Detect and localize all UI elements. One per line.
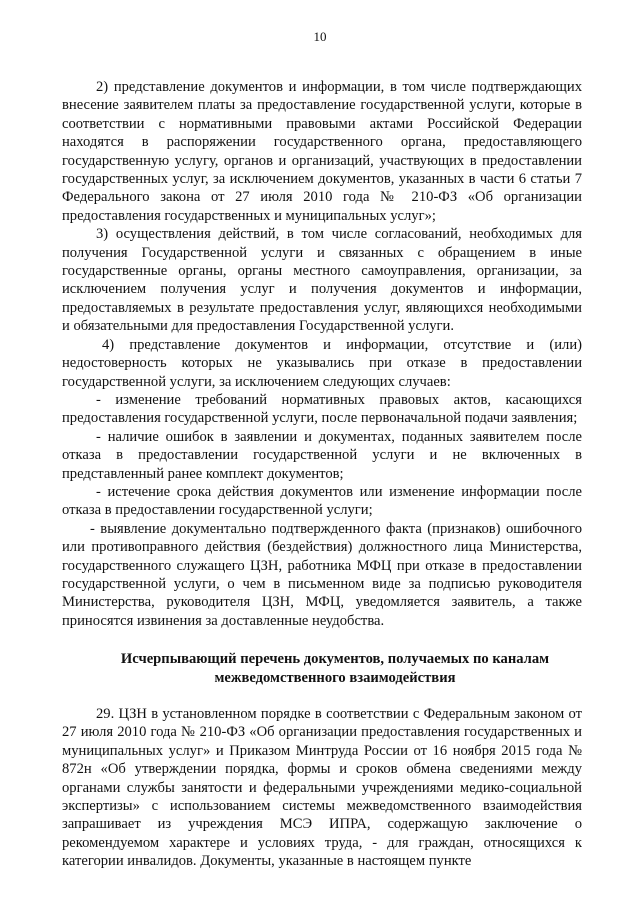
page-number: 10: [313, 29, 327, 44]
exception-item-1: - изменение требований нормативных правовых актов, касающихся предоставления государственной услуги, после первоначальной подачи заявления;: [62, 391, 582, 427]
exception-item-4: - выявление документально подтвержденного факта (признаков) ошибочного или противоправного действия (бездействия) должностного лица Министерства, государственного служащего ЦЗН, работника МФЦ при отказе в предоставлении государственной услуги, о чем в письменном виде за подписью руководителя Министерства, руководителя ЦЗН, МФЦ, уведомляется заявитель, а также приносятся извинения за доставленные неудобства.: [62, 520, 582, 629]
document-body: [62, 78, 582, 871]
paragraph-item-2: 2) представление документов и информации, в том числе подтверждающих внесение заявителем платы за предоставление государственной услуги, которые в соответствии с нормативными правовыми актами Российской Федерации находятся в распоряжении государственного органа, предоставляющего государственную услугу, органов и организаций, участвующих в предоставлении государственных услуг, за исключением документов, указанных в части 6 статьи 7 Федерального закона от 27 июля 2010 года № 210-ФЗ «Об организации предоставления государственных и муниципальных услуг»;: [62, 79, 582, 224]
exception-item-2: - наличие ошибок в заявлении и документах, поданных заявителем после отказа в предоставлении государственной услуги и не включенных в представленный ранее комплект документов;: [62, 428, 582, 482]
exception-item-3: - истечение срока действия документов или изменение информации после отказа в предоставлении государственной услуги;: [62, 483, 582, 519]
paragraph-item-3: 3) осуществления действий, в том числе согласований, необходимых для получения Государственной услуги и связанных с обращением в иные государственные органы, органы местного самоуправления, организации, за исключением получения услуг и получения документов и информации, предоставляемых в результате предоставления услуг, являющихся необходимыми и обязательными для предоставления Государственной услуги.: [62, 226, 582, 335]
section-heading: [62, 650, 582, 687]
paragraph-29: 29. ЦЗН в установленном порядке в соответствии с Федеральным законом от 27 июля 2010 года № 210-ФЗ «Об организации предоставления государственных и муниципальных услуг» и Приказом Минтруда России от 16 ноября 2015 года № 872н «Об утверждении порядка, формы и сроков обмена сведениями между органами службы занятости и федеральными учреждениями медико-социальной экспертизы» с использованием системы межведомственного взаимодействия запрашивает из учреждения МСЭ ИПРА, содержащую заключение о рекомендуемом характере и условиях труда, - для граждан, относящихся к категории инвалидов. Документы, указанные в настоящем пункте: [62, 706, 582, 870]
section-heading-line-2: межведомственного взаимодействия: [214, 669, 456, 686]
paragraph-item-4: 4) представление документов и информации, отсутствие и (или) недостоверность которых не указывались при отказе в предоставлении государственной услуги, за исключением следующих случаев:: [62, 336, 582, 390]
section-heading-line-1: Исчерпывающий перечень документов, получаемых по каналам: [120, 651, 550, 668]
